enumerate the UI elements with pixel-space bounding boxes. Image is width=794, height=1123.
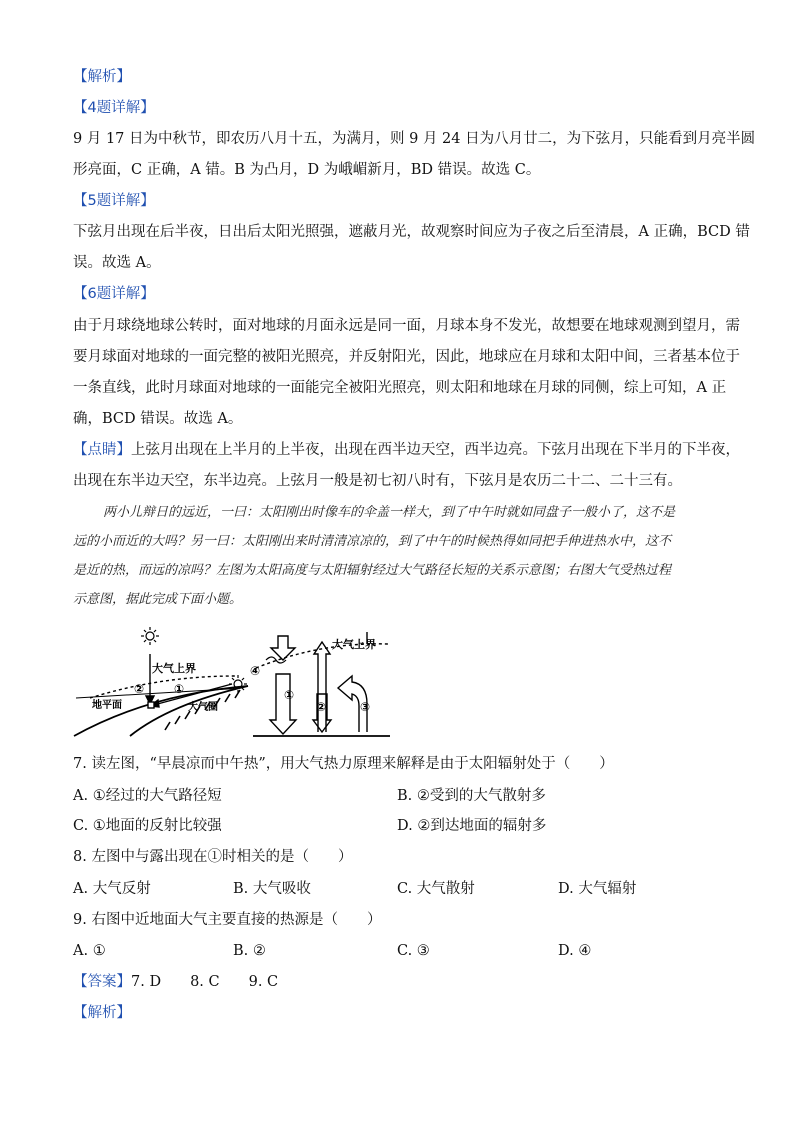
sun-icon (141, 627, 159, 645)
story-line: 示意图，据此完成下面小题。 (73, 592, 243, 607)
q9-option-a: A. ① (73, 943, 106, 959)
story-line: 是近的热，而远的凉吗？左图为太阳高度与太阳辐射经过大气路径长短的关系示意图；右图大气受热过程 (73, 563, 672, 578)
q7-option-b: B. ②受到的大气散射多 (397, 788, 546, 804)
question-8-stem: 8. 左图中与露出现在①时相关的是（ ） (73, 849, 353, 865)
q6-heading: 【6题详解】 (73, 286, 155, 302)
story-line: 两小儿辩日的远近，一曰：太阳刚出时像车的伞盖一样大，到了中午时就如同盘子一般小了，这不是 (103, 505, 676, 520)
q8-option-d: D. 大气辐射 (558, 881, 637, 897)
tip-text: 上弦月出现在上半月的上半夜，出现在西半边天空，西半边亮。下弦月出现在下半月的下半夜， (131, 442, 740, 458)
question-9-stem: 9. 右图中近地面大气主要直接的热源是（ ） (73, 912, 382, 928)
q9-option-c: C. ③ (397, 943, 430, 959)
answer-text: 7. D 8. C 9. C (131, 974, 279, 990)
atmosphere-figure (70, 624, 400, 744)
tip-text-line: 出现在东半边天空，东半边亮。上弦月一般是初七初八时有，下弦月是农历二十二、二十三有。 (73, 473, 682, 489)
right-label-2: ② (316, 700, 327, 714)
left-top-label: 大气上界 (152, 662, 196, 675)
q7-option-c: C. ①地面的反射比较强 (73, 818, 222, 834)
left-label-2: ② (134, 682, 145, 696)
right-top-label: 大气上界 (332, 638, 376, 651)
q8-option-c: C. 大气散射 (397, 881, 475, 897)
right-label-4: ④ (250, 664, 261, 678)
q5-text-line: 误。故选 A。 (73, 255, 161, 271)
q5-text-line: 下弦月出现在后半夜，日出后太阳光照强，遮蔽月光，故观察时间应为子夜之后至清晨，A 正确，BCD 错 (73, 224, 750, 240)
analysis-heading: 【解析】 (73, 1005, 131, 1021)
left-horizon-label: 地平面 (92, 700, 122, 711)
q6-text-line: 要月球面对地球的一面完整的被阳光照亮，并反射阳光，因此，地球应在月球和太阳中间，三者基本位于 (73, 349, 740, 365)
q4-heading: 【4题详解】 (73, 100, 155, 116)
right-label-3: ③ (360, 700, 371, 714)
story-paragraph (73, 498, 723, 614)
question-7-stem: 7. 读左图，“早晨凉而中午热”，用大气热力原理来解释是由于太阳辐射处于（ ） (73, 756, 614, 772)
left-atmo-label: 大气圈 (188, 702, 218, 713)
q8-option-a: A. 大气反射 (73, 881, 151, 897)
answer-label: 【答案】 (73, 974, 131, 990)
analysis-heading: 【解析】 (73, 69, 131, 85)
q6-text-line: 确，BCD 错误。故选 A。 (73, 411, 243, 427)
q6-text-line: 一条直线，此时月球面对地球的一面能完全被阳光照亮，则太阳和地球在月球的同侧，综上可知，A 正 (73, 380, 727, 396)
right-label-1: ① (284, 688, 295, 702)
observer-mark (148, 702, 154, 708)
q7-option-d: D. ②到达地面的辐射多 (397, 818, 547, 834)
tip-line (73, 440, 740, 460)
q6-text-line: 由于月球绕地球公转时，面对地球的月面永远是同一面，月球本身不发光，故想要在地球观测到望月，需 (73, 318, 740, 334)
radiation-arrow-1 (270, 674, 296, 734)
q4-text-line: 形亮面，C 正确，A 错。B 为凸月，D 为峨嵋新月，BD 错误。故选 C。 (73, 162, 541, 178)
q8-option-b: B. 大气吸收 (233, 881, 311, 897)
left-label-1: ① (174, 682, 185, 696)
q9-option-b: B. ② (233, 943, 266, 959)
q5-heading: 【5题详解】 (73, 193, 155, 209)
q4-text-line: 9 月 17 日为中秋节，即农历八月十五，为满月，则 9 月 24 日为八月廿二，为下弦月，只能看到月亮半圆 (73, 131, 756, 147)
q9-option-d: D. ④ (558, 943, 592, 959)
answer-line (73, 972, 278, 992)
q7-option-a: A. ①经过的大气路径短 (73, 788, 222, 804)
tip-label: 【点睛】 (73, 442, 131, 458)
story-line: 远的小而近的大吗？另一曰：太阳刚出来时清清凉凉的，到了中午的时候热得如同把手伸进热水中，这不 (73, 534, 672, 549)
